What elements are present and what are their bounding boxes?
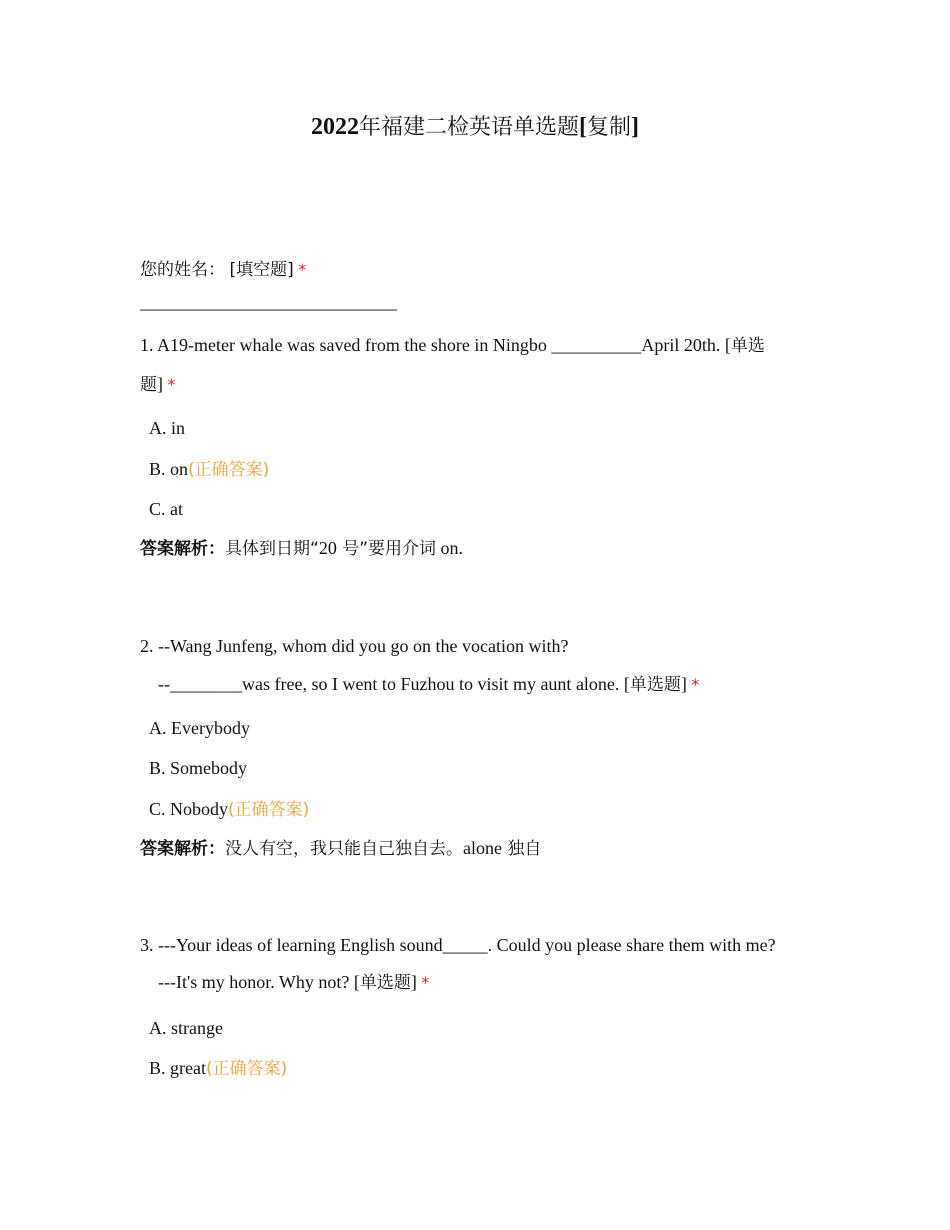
title-text: 年福建二检英语单选题 [358,115,579,140]
question-2-option-b[interactable] [149,756,247,780]
explanation-text-mid: 号”要用介词 [336,539,437,559]
question-1-type-part1: 单选 [730,336,765,356]
explanation-text-end: on. [436,538,464,558]
question-3-option-a[interactable] [149,1016,223,1040]
explanation-english: alone [463,838,502,858]
option-text: C. Nobody [149,799,229,819]
question-3 [140,926,820,1001]
question-1-text: 1. A19-meter whale was saved from the shore in Ningbo __________April 20th. [ [140,335,731,355]
option-text: C. at [149,499,183,519]
question-1-option-c[interactable] [149,497,183,521]
question-1-type-part2: 题 [140,375,157,395]
required-marker: * [421,973,430,992]
question-1-option-b[interactable] [149,457,269,482]
required-marker: * [691,675,700,694]
question-2-option-c[interactable] [149,797,309,822]
explanation-text: 具体到日期“ [225,539,319,559]
option-text: B. great [149,1058,206,1078]
question-3-option-b[interactable] [149,1056,287,1081]
name-field-label-row [140,250,820,289]
page-title [0,112,950,143]
question-1 [140,326,820,404]
title-copy-tag: 复制 [587,115,632,140]
option-text: A. Everybody [149,718,250,738]
name-input-blank[interactable]: ________________________________ [140,292,396,312]
explanation-text: 没人有空，我只能自己独自去。 [225,839,463,859]
explanation-text-end: 独自 [501,839,542,859]
question-2-type-close: ] [680,674,687,694]
explanation-number: 20 [318,538,337,558]
question-2-explanation [140,836,541,861]
option-text: B. on [149,459,189,479]
question-3-type-close: ] [410,972,417,992]
question-1-type-close: ] [157,374,163,394]
question-2 [140,627,820,704]
option-text: A. strange [149,1018,223,1038]
explanation-label: 答案解析： [140,839,225,859]
question-1-option-a[interactable] [149,416,185,440]
question-3-type: 单选题 [359,973,411,993]
title-bracket-open: [ [579,114,587,140]
question-2-text: 2. --Wang Junfeng, whom did you go on the vocation with? [140,636,569,656]
question-3-text: 3. ---Your ideas of learning English sound_____. Could you please share them with me? [140,935,776,955]
explanation-label: 答案解析： [140,539,225,559]
name-field-type: [填空题] [229,260,294,280]
title-bracket-close: ] [631,114,640,140]
title-year: 2022 [310,114,359,140]
option-text: B. Somebody [149,758,248,778]
question-2-text-line2: --________was free, so I went to Fuzhou to visit my aunt alone. [ [158,674,630,694]
option-text: A. in [149,418,185,438]
required-marker: * [167,375,176,394]
name-field-label: 您的姓名： [140,260,225,280]
question-3-text-line2: ---It's my honor. Why not? [ [158,972,360,992]
correct-answer-tag: (正确答案) [228,800,310,820]
required-marker: * [298,260,307,279]
question-1-explanation [140,536,463,561]
correct-answer-tag: (正确答案) [205,1059,288,1079]
correct-answer-tag: (正确答案) [188,460,270,480]
question-2-option-a[interactable] [149,716,250,740]
question-2-type: 单选题 [629,675,681,695]
